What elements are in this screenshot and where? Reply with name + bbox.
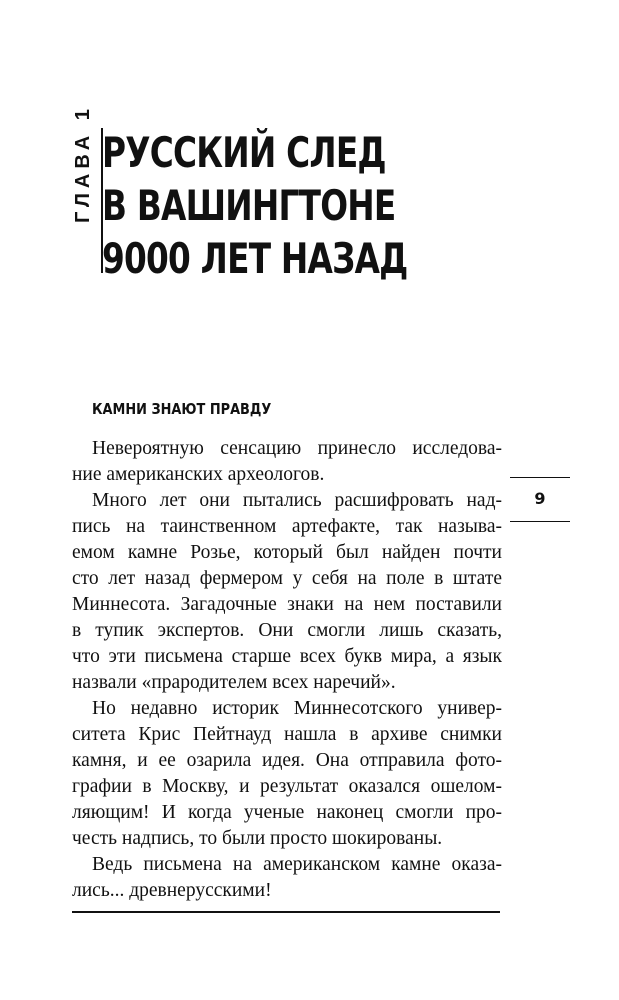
section-heading: КАМНИ ЗНАЮТ ПРАВДУ [92,400,272,418]
body-line: Миннесота. Загадочные знаки на нем поставили [72,594,502,615]
page-number: 9 [534,489,546,508]
body-line: Много лет они пытались расшифровать над- [92,490,502,511]
chapter-title-line: 9000 ЛЕТ НАЗАД [102,234,408,283]
body-line: сто лет назад фермером у себя на поле в штате [72,568,502,589]
body-line: Невероятную сенсацию принесло исследова- [92,438,502,459]
page-number-rule-top [510,477,570,478]
chapter-title-line: В ВАШИНГТОНЕ [102,181,396,230]
page-number-rule-bottom [510,521,570,522]
body-line: графии в Москву, и результат оказался ошелом- [72,776,502,797]
body-line: ние американских археологов. [72,464,325,485]
chapter-title [102,126,408,285]
body-line: пись на таинственном артефакте, так называ- [72,516,502,537]
body-text [72,436,502,904]
body-line: камня, и ее озарила идея. Она отправила фото- [72,750,502,771]
body-line: назвали «прародителем всех наречий». [72,672,396,693]
body-line: емом камне Розье, который был найден почти [72,542,502,563]
body-line: Но недавно историк Миннесотского универ- [92,698,502,719]
body-line: ляющим! И когда ученые наконец смогли про- [72,802,502,823]
body-line: лись... древнерусскими! [72,880,272,901]
body-line: что эти письмена старше всех букв мира, а язык [72,646,502,667]
chapter-label: ГЛАВА 1 [72,104,94,223]
body-line: Ведь письмена на американском камне оказа- [92,854,502,875]
chapter-title-line: РУССКИЙ СЛЕД [102,128,386,177]
footer-rule [72,911,500,913]
body-line: честь надпись, то были просто шокированы. [72,828,443,849]
body-line: ситета Крис Пейтнауд нашла в архиве снимки [72,724,502,745]
body-line: в тупик экспертов. Они смогли лишь сказать, [72,620,502,641]
